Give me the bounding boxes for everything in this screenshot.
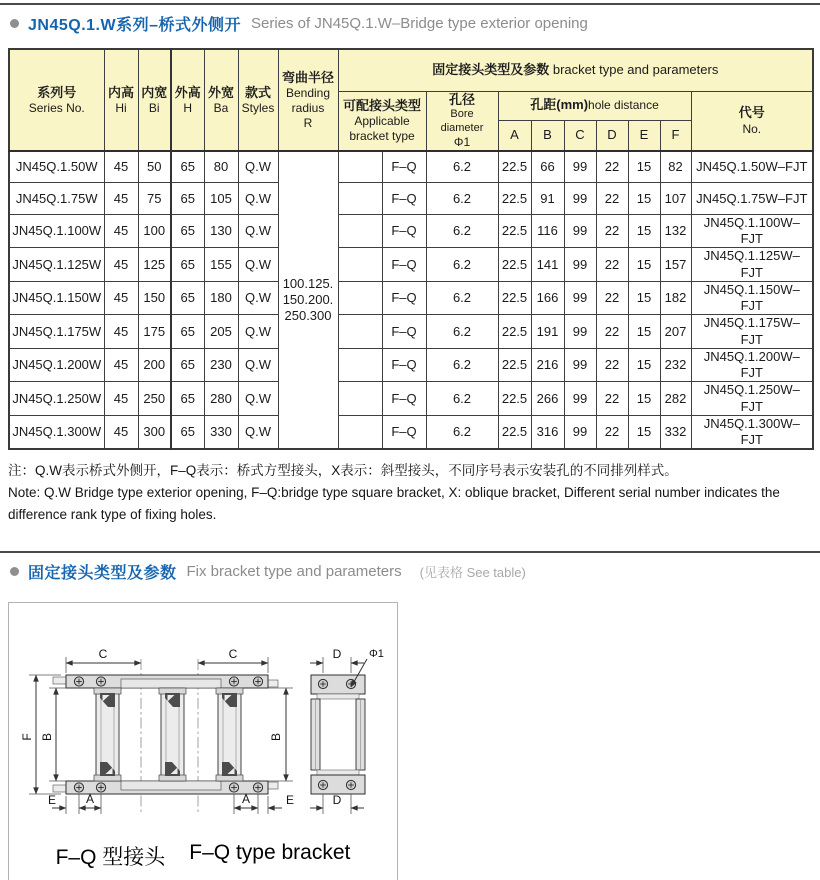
cell-outer-width: 80 — [204, 151, 238, 183]
cell-code-no: JN45Q.1.200W–FJT — [691, 348, 813, 382]
cell-bore-diameter: 6.2 — [426, 348, 498, 382]
bracket-drawing-figure — [8, 602, 398, 880]
cell-hole-e: 15 — [628, 214, 660, 248]
cell-bracket-type: F–Q — [382, 248, 426, 282]
cell-style: Q.W — [238, 315, 278, 349]
series-title-en: Series of JN45Q.1.W–Bridge type exterior opening — [251, 14, 588, 32]
cell-hole-f: 207 — [660, 315, 691, 349]
bolt-hole — [96, 783, 105, 792]
bolt-hole — [74, 783, 83, 792]
figure-caption-en: F–Q type bracket — [189, 841, 351, 865]
cell-outer-width: 280 — [204, 382, 238, 416]
cell-series: JN45Q.1.150W — [9, 281, 104, 315]
cell-hole-a: 22.5 — [498, 382, 531, 416]
cell-code-no: JN45Q.1.100W–FJT — [691, 214, 813, 248]
cell-hole-b: 66 — [531, 151, 564, 183]
cell-hole-b: 116 — [531, 214, 564, 248]
col-header-c: C — [564, 120, 596, 151]
cell-series: JN45Q.1.250W — [9, 382, 104, 416]
section-heading-series — [0, 11, 820, 35]
col-header-inner-width: 内宽 Bi — [138, 49, 171, 151]
cell-hole-e: 15 — [628, 415, 660, 449]
cell-bore-diameter: 6.2 — [426, 214, 498, 248]
table-notes — [8, 460, 810, 525]
cell-series: JN45Q.1.175W — [9, 315, 104, 349]
col-header-outer-width: 外宽 Ba — [204, 49, 238, 151]
table-row — [9, 281, 813, 315]
cell-inner-width: 250 — [138, 382, 171, 416]
section-rule — [0, 551, 820, 553]
cell-bracket-sub — [338, 315, 382, 349]
col-header-d: D — [596, 120, 628, 151]
cell-hole-e: 15 — [628, 315, 660, 349]
cell-bore-diameter: 6.2 — [426, 382, 498, 416]
bolt-hole — [253, 783, 262, 792]
col-header-applicable-bracket: 可配接头类型 Applicable bracket type — [338, 91, 426, 151]
note-en: Note: Q.W Bridge type exterior opening, F–Q:bridge type square bracket, X: oblique bracket, Different serial number indicates the difference rank type of fixing holes. — [8, 485, 780, 522]
cell-style: Q.W — [238, 382, 278, 416]
dim-label-d: D — [332, 647, 342, 662]
cell-code-no: JN45Q.1.150W–FJT — [691, 281, 813, 315]
section-heading-bracket — [0, 559, 820, 583]
note-zh: 注：Q.W表示桥式外侧开，F–Q表示：桥式方型接头，X表示：斜型接头，不同序号表示安装孔的不同排列样式。 — [8, 463, 678, 479]
dim-label-e: E — [286, 793, 295, 808]
chain-link — [216, 688, 243, 781]
dim-label-b: B — [40, 733, 54, 742]
cell-hole-f: 132 — [660, 214, 691, 248]
cell-hole-d: 22 — [596, 281, 628, 315]
cell-bore-diameter: 6.2 — [426, 281, 498, 315]
cell-bore-diameter: 6.2 — [426, 415, 498, 449]
cell-hole-f: 182 — [660, 281, 691, 315]
cell-bracket-type: F–Q — [382, 382, 426, 416]
series-title-zh: JN45Q.1.W系列–桥式外侧开 — [28, 16, 241, 34]
chain-link — [159, 688, 186, 781]
bracket-title-en: Fix bracket type and parameters — [186, 562, 402, 580]
cell-series: JN45Q.1.75W — [9, 183, 104, 215]
cell-bracket-sub — [338, 151, 382, 183]
cell-hole-d: 22 — [596, 183, 628, 215]
cell-hole-a: 22.5 — [498, 281, 531, 315]
cell-hole-b: 216 — [531, 348, 564, 382]
cell-hole-b: 266 — [531, 382, 564, 416]
cell-code-no: JN45Q.1.50W–FJT — [691, 151, 813, 183]
cell-hole-b: 91 — [531, 183, 564, 215]
cell-style: Q.W — [238, 214, 278, 248]
cell-hole-e: 15 — [628, 281, 660, 315]
cell-bracket-sub — [338, 415, 382, 449]
cell-hole-e: 15 — [628, 382, 660, 416]
chain-link — [94, 688, 121, 781]
cell-inner-height: 45 — [104, 315, 138, 349]
cell-outer-width: 330 — [204, 415, 238, 449]
cell-inner-height: 45 — [104, 183, 138, 215]
col-header-e: E — [628, 120, 660, 151]
cell-outer-width: 205 — [204, 315, 238, 349]
col-header-series: 系列号 Series No. — [9, 49, 104, 151]
cell-outer-height: 65 — [171, 214, 204, 248]
chain-end-view — [311, 675, 365, 794]
cell-bracket-type: F–Q — [382, 183, 426, 215]
cell-inner-height: 45 — [104, 281, 138, 315]
cell-hole-c: 99 — [564, 315, 596, 349]
cell-style: Q.W — [238, 183, 278, 215]
cell-hole-f: 282 — [660, 382, 691, 416]
table-row — [9, 151, 813, 183]
cell-inner-height: 45 — [104, 248, 138, 282]
cell-hole-c: 99 — [564, 214, 596, 248]
dim-label-phi1: Φ1 — [369, 648, 384, 661]
cell-inner-height: 45 — [104, 415, 138, 449]
table-row — [9, 183, 813, 215]
cell-hole-a: 22.5 — [498, 415, 531, 449]
bolt-hole — [253, 677, 262, 686]
cell-inner-height: 45 — [104, 151, 138, 183]
cell-outer-height: 65 — [171, 248, 204, 282]
cell-inner-width: 300 — [138, 415, 171, 449]
bolt-hole — [74, 677, 83, 686]
group-header-bracket-params: 固定接头类型及参数 bracket type and parameters — [338, 49, 813, 91]
cell-hole-f: 107 — [660, 183, 691, 215]
cell-series: JN45Q.1.125W — [9, 248, 104, 282]
cell-bore-diameter: 6.2 — [426, 151, 498, 183]
cell-bracket-type: F–Q — [382, 348, 426, 382]
cell-outer-height: 65 — [171, 183, 204, 215]
spec-table-body — [9, 151, 813, 449]
cell-style: Q.W — [238, 415, 278, 449]
bolt-hole — [229, 783, 238, 792]
cell-bracket-sub — [338, 248, 382, 282]
cell-inner-width: 50 — [138, 151, 171, 183]
cell-inner-height: 45 — [104, 348, 138, 382]
cell-hole-c: 99 — [564, 183, 596, 215]
cell-inner-width: 75 — [138, 183, 171, 215]
cell-inner-width: 200 — [138, 348, 171, 382]
bullet-icon — [10, 19, 19, 28]
cell-hole-f: 157 — [660, 248, 691, 282]
cell-outer-height: 65 — [171, 348, 204, 382]
cell-bracket-sub — [338, 382, 382, 416]
catalog-page — [0, 3, 820, 880]
cell-inner-height: 45 — [104, 214, 138, 248]
bolt-hole — [229, 677, 238, 686]
cell-hole-b: 141 — [531, 248, 564, 282]
cell-bracket-sub — [338, 348, 382, 382]
table-row — [9, 348, 813, 382]
cell-outer-width: 155 — [204, 248, 238, 282]
col-header-bending-radius: 弯曲半径 Bending radius R — [278, 49, 338, 151]
cell-hole-e: 15 — [628, 151, 660, 183]
cell-hole-b: 166 — [531, 281, 564, 315]
cell-code-no: JN45Q.1.175W–FJT — [691, 315, 813, 349]
cell-hole-c: 99 — [564, 281, 596, 315]
cell-hole-a: 22.5 — [498, 151, 531, 183]
cell-series: JN45Q.1.200W — [9, 348, 104, 382]
cell-outer-height: 65 — [171, 151, 204, 183]
cell-hole-b: 191 — [531, 315, 564, 349]
cell-bore-diameter: 6.2 — [426, 183, 498, 215]
cell-hole-c: 99 — [564, 415, 596, 449]
dim-label-a: A — [85, 792, 95, 807]
dim-label-e: E — [47, 793, 56, 808]
cell-hole-c: 99 — [564, 248, 596, 282]
cell-outer-width: 105 — [204, 183, 238, 215]
cell-inner-width: 175 — [138, 315, 171, 349]
chain-top-view — [53, 675, 278, 794]
bolt-hole — [346, 781, 355, 790]
dim-label-c: C — [98, 647, 108, 662]
cell-bracket-type: F–Q — [382, 415, 426, 449]
col-header-b: B — [531, 120, 564, 151]
table-row — [9, 382, 813, 416]
col-header-bore-diameter: 孔径 Bore diameter Φ1 — [426, 91, 498, 151]
cell-style: Q.W — [238, 348, 278, 382]
cell-outer-height: 65 — [171, 281, 204, 315]
cell-bracket-sub — [338, 281, 382, 315]
dim-label-a: A — [241, 792, 251, 807]
dim-label-c: C — [228, 647, 238, 662]
cell-outer-height: 65 — [171, 382, 204, 416]
cell-code-no: JN45Q.1.75W–FJT — [691, 183, 813, 215]
cell-hole-c: 99 — [564, 348, 596, 382]
cell-inner-width: 125 — [138, 248, 171, 282]
cell-style: Q.W — [238, 281, 278, 315]
bracket-title-zh: 固定接头类型及参数 — [28, 564, 177, 582]
cell-code-no: JN45Q.1.300W–FJT — [691, 415, 813, 449]
dim-label-d: D — [332, 793, 342, 808]
cell-bracket-type: F–Q — [382, 281, 426, 315]
cell-bracket-type: F–Q — [382, 214, 426, 248]
cell-outer-height: 65 — [171, 315, 204, 349]
cell-bracket-sub — [338, 214, 382, 248]
table-row — [9, 248, 813, 282]
cell-series: JN45Q.1.300W — [9, 415, 104, 449]
figure-caption — [9, 841, 397, 871]
cell-hole-c: 99 — [564, 382, 596, 416]
dim-label-f: F — [20, 733, 34, 741]
cell-series: JN45Q.1.100W — [9, 214, 104, 248]
col-header-code-no: 代号 No. — [691, 91, 813, 151]
col-header-a: A — [498, 120, 531, 151]
cell-inner-height: 45 — [104, 382, 138, 416]
cell-outer-width: 130 — [204, 214, 238, 248]
cell-bracket-type: F–Q — [382, 315, 426, 349]
spec-table — [8, 48, 814, 450]
bolt-hole — [96, 677, 105, 686]
col-header-outer-height: 外高 H — [171, 49, 204, 151]
cell-bracket-type: F–Q — [382, 151, 426, 183]
cell-bore-diameter: 6.2 — [426, 248, 498, 282]
cell-inner-width: 100 — [138, 214, 171, 248]
cell-hole-e: 15 — [628, 248, 660, 282]
cell-style: Q.W — [238, 248, 278, 282]
bracket-technical-drawing — [9, 603, 397, 880]
cell-inner-width: 150 — [138, 281, 171, 315]
cell-hole-d: 22 — [596, 315, 628, 349]
table-row — [9, 214, 813, 248]
cell-style: Q.W — [238, 151, 278, 183]
table-row — [9, 415, 813, 449]
cell-code-no: JN45Q.1.250W–FJT — [691, 382, 813, 416]
cell-hole-f: 82 — [660, 151, 691, 183]
cell-hole-d: 22 — [596, 248, 628, 282]
cell-hole-a: 22.5 — [498, 214, 531, 248]
top-rule — [0, 3, 820, 5]
cell-hole-f: 232 — [660, 348, 691, 382]
col-header-styles: 款式 Styles — [238, 49, 278, 151]
cell-hole-d: 22 — [596, 348, 628, 382]
cell-hole-a: 22.5 — [498, 248, 531, 282]
cell-hole-e: 15 — [628, 348, 660, 382]
bullet-icon — [10, 567, 19, 576]
dim-label-b: B — [269, 733, 283, 742]
table-row — [9, 315, 813, 349]
col-header-inner-height: 内高 Hi — [104, 49, 138, 151]
cell-bending-radius: 100.125. 150.200. 250.300 — [278, 151, 338, 449]
cell-code-no: JN45Q.1.125W–FJT — [691, 248, 813, 282]
cell-hole-e: 15 — [628, 183, 660, 215]
figure-caption-zh: F–Q 型接头 — [55, 846, 166, 870]
cell-hole-c: 99 — [564, 151, 596, 183]
cell-hole-d: 22 — [596, 151, 628, 183]
cell-hole-a: 22.5 — [498, 348, 531, 382]
cell-hole-a: 22.5 — [498, 183, 531, 215]
see-table-note: (见表格 See table) — [419, 564, 526, 580]
col-header-hole-distance: 孔距(mm)hole distance — [498, 91, 691, 120]
cell-hole-d: 22 — [596, 415, 628, 449]
bolt-hole — [318, 781, 327, 790]
bolt-hole — [318, 680, 327, 689]
cell-outer-width: 230 — [204, 348, 238, 382]
cell-hole-a: 22.5 — [498, 315, 531, 349]
cell-hole-d: 22 — [596, 214, 628, 248]
cell-hole-f: 332 — [660, 415, 691, 449]
cell-bore-diameter: 6.2 — [426, 315, 498, 349]
col-header-f: F — [660, 120, 691, 151]
cell-hole-d: 22 — [596, 382, 628, 416]
cell-series: JN45Q.1.50W — [9, 151, 104, 183]
cell-hole-b: 316 — [531, 415, 564, 449]
cell-outer-width: 180 — [204, 281, 238, 315]
cell-bracket-sub — [338, 183, 382, 215]
cell-outer-height: 65 — [171, 415, 204, 449]
